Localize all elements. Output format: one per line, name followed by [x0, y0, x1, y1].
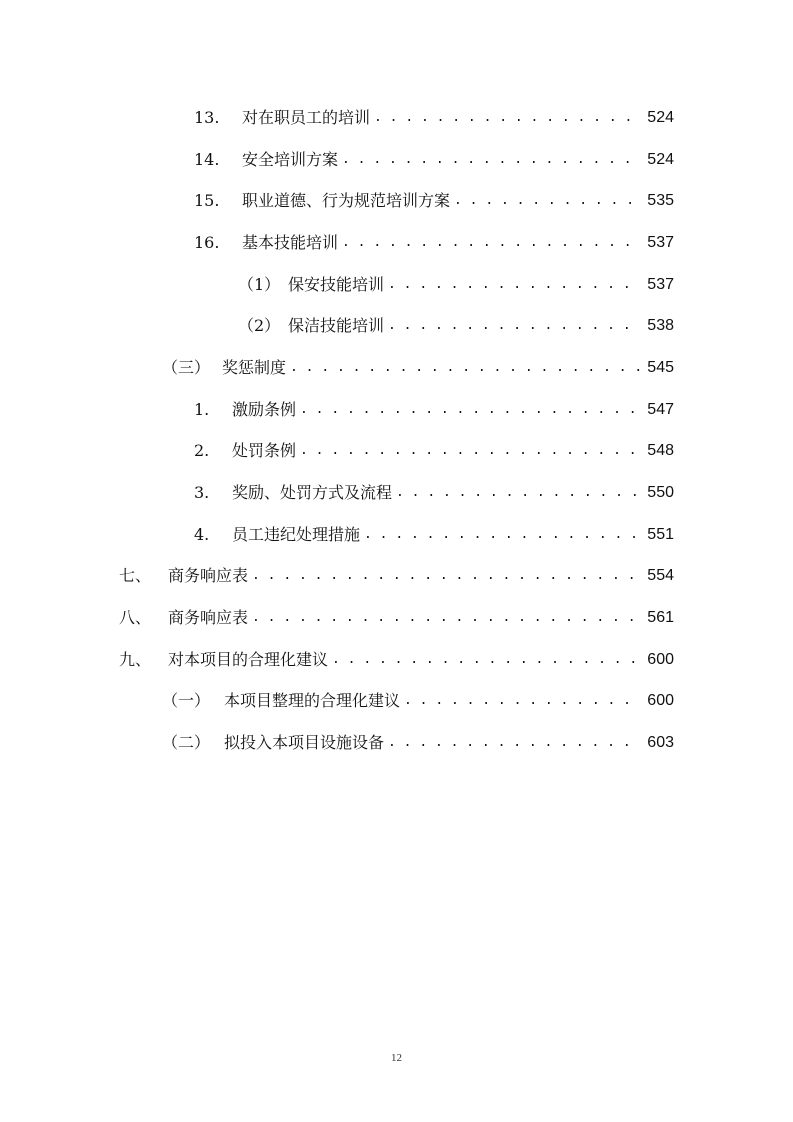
toc-entry[interactable]: [0, 472, 793, 514]
toc-entry-number: 15.: [194, 191, 220, 211]
toc-entry-number: （2）: [238, 316, 281, 336]
toc-dot-leader: [388, 275, 641, 295]
toc-entry-number: 九、: [119, 649, 152, 669]
toc-entry-number: （一）: [162, 691, 211, 711]
toc-entry-page: 524: [647, 108, 674, 126]
footer-page-number: 12: [391, 1052, 402, 1064]
toc-dot-leader: [388, 733, 641, 753]
toc-entry-number: （1）: [238, 274, 281, 294]
toc-entry-title: 安全培训方案: [242, 149, 339, 169]
toc-entry[interactable]: [0, 305, 793, 347]
table-of-contents: [0, 97, 793, 764]
toc-entry-number: （三）: [162, 357, 211, 377]
toc-entry-page: 537: [647, 233, 674, 251]
toc-entry-title: 激励条例: [232, 399, 297, 419]
toc-entry-title: 商务响应表: [168, 566, 249, 586]
toc-entry-page: 551: [647, 525, 674, 543]
toc-dot-leader: [252, 608, 641, 628]
toc-entry[interactable]: [0, 222, 793, 264]
toc-dot-leader: [332, 650, 641, 670]
toc-entry-title: 本项目整理的合理化建议: [224, 691, 401, 711]
toc-entry-number: 16.: [194, 232, 220, 252]
toc-entry-title: 保安技能培训: [288, 274, 385, 294]
toc-entry-page: 524: [647, 150, 674, 168]
toc-entry[interactable]: [0, 180, 793, 222]
toc-entry-title: 职业道德、行为规范培训方案: [242, 191, 451, 211]
toc-entry-page: 535: [647, 192, 674, 210]
toc-entry-number: 2.: [194, 441, 210, 461]
toc-entry-page: 537: [647, 275, 674, 293]
toc-entry-number: 14.: [194, 149, 220, 169]
toc-entry-number: 13.: [194, 107, 220, 127]
toc-entry-title: 对在职员工的培训: [242, 107, 371, 127]
toc-entry-number: 4.: [194, 524, 210, 544]
toc-dot-leader: [342, 233, 641, 253]
toc-dot-leader: [364, 525, 641, 545]
toc-entry[interactable]: [0, 264, 793, 306]
toc-entry[interactable]: [0, 639, 793, 681]
toc-entry-page: 554: [647, 567, 674, 585]
toc-entry-title: 对本项目的合理化建议: [168, 649, 329, 669]
toc-entry-page: 603: [647, 734, 674, 752]
toc-entry-number: （二）: [162, 733, 211, 753]
toc-entry-number: 1.: [194, 399, 210, 419]
toc-entry-title: 拟投入本项目设施设备: [224, 733, 385, 753]
toc-entry[interactable]: [0, 681, 793, 723]
toc-entry-page: 548: [647, 442, 674, 460]
toc-entry-page: 600: [647, 650, 674, 668]
toc-entry-title: 奖励、处罚方式及流程: [232, 483, 393, 503]
toc-entry[interactable]: [0, 597, 793, 639]
toc-entry-title: 奖惩制度: [222, 357, 287, 377]
toc-entry-title: 处罚条例: [232, 441, 297, 461]
toc-dot-leader: [300, 400, 641, 420]
toc-entry-page: 547: [647, 400, 674, 418]
toc-entry-title: 员工违纪处理措施: [232, 524, 361, 544]
toc-entry[interactable]: [0, 556, 793, 598]
toc-dot-leader: [404, 691, 641, 711]
toc-entry[interactable]: [0, 431, 793, 473]
toc-entry-title: 保洁技能培训: [288, 316, 385, 336]
toc-entry-title: 商务响应表: [168, 608, 249, 628]
toc-entry-page: 550: [647, 484, 674, 502]
toc-entry-page: 538: [647, 317, 674, 335]
toc-dot-leader: [290, 358, 641, 378]
toc-entry[interactable]: [0, 139, 793, 181]
toc-dot-leader: [396, 483, 641, 503]
toc-entry-number: 八、: [119, 608, 152, 628]
toc-entry[interactable]: [0, 389, 793, 431]
toc-entry[interactable]: [0, 97, 793, 139]
toc-entry-number: 3.: [194, 483, 210, 503]
toc-dot-leader: [300, 441, 641, 461]
toc-entry-page: 561: [647, 609, 674, 627]
toc-entry[interactable]: [0, 514, 793, 556]
toc-entry-number: 七、: [119, 566, 152, 586]
toc-entry-page: 600: [647, 692, 674, 710]
toc-entry[interactable]: [0, 722, 793, 764]
toc-entry[interactable]: [0, 347, 793, 389]
toc-dot-leader: [374, 108, 641, 128]
toc-entry-page: 545: [647, 358, 674, 376]
toc-dot-leader: [454, 191, 641, 211]
page-footer: [0, 1052, 793, 1064]
toc-dot-leader: [388, 316, 641, 336]
toc-entry-title: 基本技能培训: [242, 232, 339, 252]
toc-dot-leader: [342, 150, 641, 170]
toc-dot-leader: [252, 566, 641, 586]
